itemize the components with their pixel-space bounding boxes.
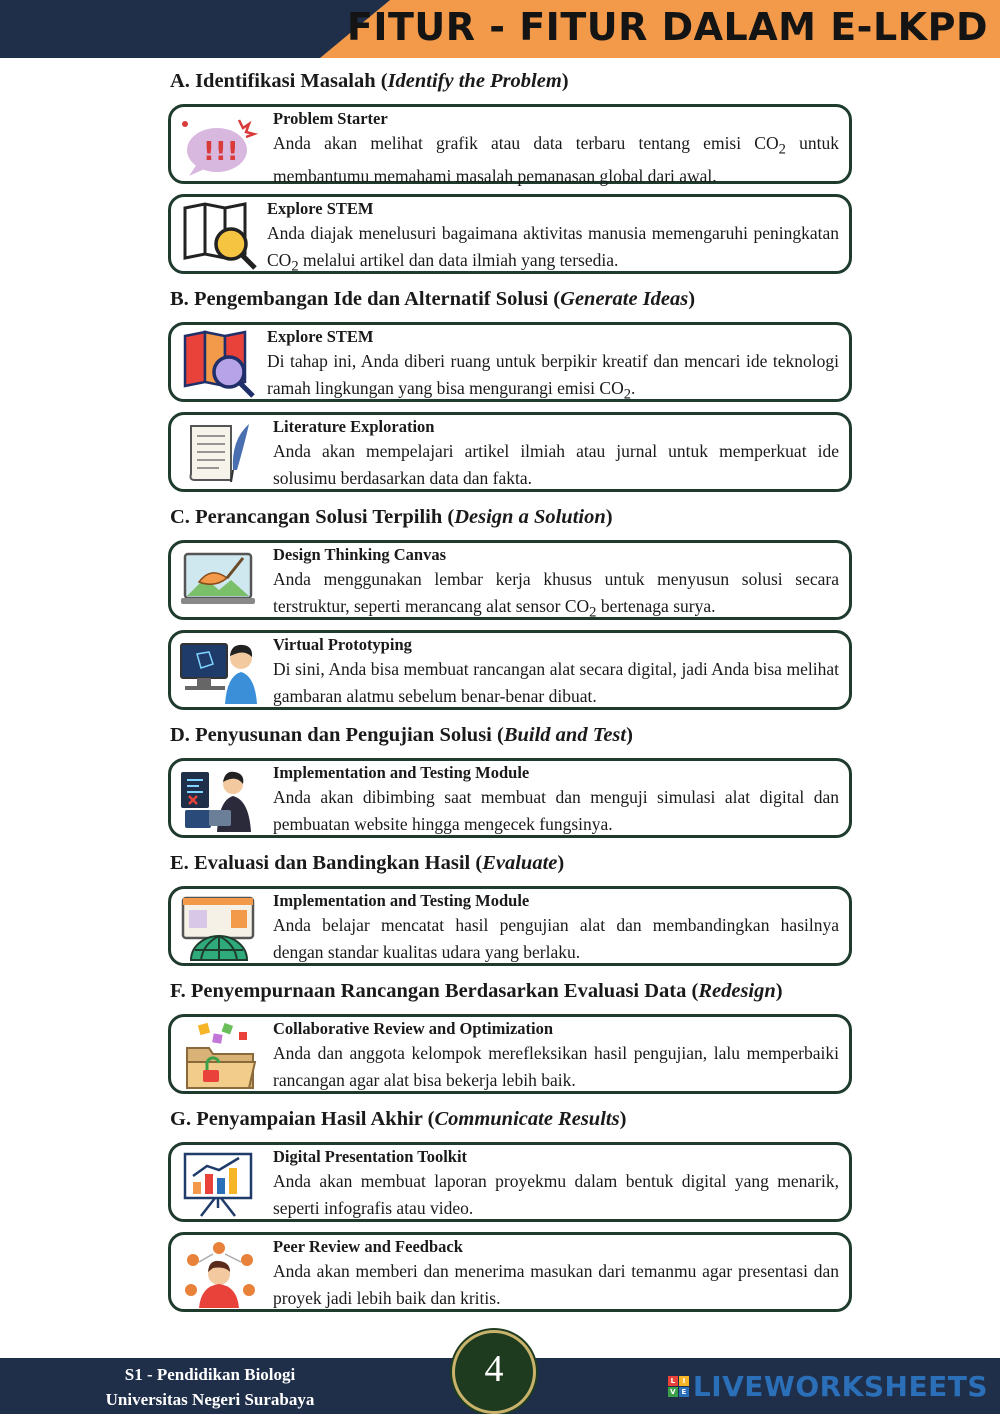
section-title-a xyxy=(170,70,852,96)
feature-card xyxy=(168,412,852,492)
feature-card-text xyxy=(267,327,839,408)
feature-card-body: Anda akan membuat laporan proyekmu dalam bentuk digital yang menarik, seperti infografis atau video. xyxy=(273,1171,839,1218)
section-letter: G. xyxy=(170,1108,197,1130)
section-name-english: Identify the Problem xyxy=(387,70,562,92)
feature-card-text xyxy=(273,635,839,709)
footer-institution xyxy=(90,1362,330,1412)
feature-card-title: Implementation and Testing Module xyxy=(273,763,530,782)
section-name-english: Communicate Results xyxy=(434,1108,620,1130)
feature-card-title: Literature Exploration xyxy=(273,417,435,436)
feature-card-text xyxy=(273,1147,839,1221)
feature-card xyxy=(168,1232,852,1312)
section-letter: C. xyxy=(170,506,196,528)
page-title: FITUR - FITUR DALAM E-LKPD xyxy=(346,5,988,49)
tester-screens-icon xyxy=(179,766,261,834)
section-name: Penyampaian Hasil Akhir ( xyxy=(196,1108,435,1130)
liveworksheets-logo[interactable] xyxy=(668,1370,988,1403)
feature-card-body: Anda akan dibimbing saat membuat dan menguji simulasi alat digital dan pembuatan website hingga mengecek fungsinya. xyxy=(273,787,839,834)
feature-card-body: Anda akan melihat grafik atau data terbaru tentang emisi $CO_2$ untuk membantumu memahami masalah pemanasan global dari awal. xyxy=(273,133,839,186)
section-title-b xyxy=(170,288,852,314)
section-title-g xyxy=(170,1108,852,1134)
scroll-quill-icon xyxy=(179,420,261,488)
feature-card-body: Anda akan memberi dan menerima masukan dari temanmu agar presentasi dan proyek jadi lebih baik dan kritis. xyxy=(273,1261,839,1308)
feature-card-title: Explore STEM xyxy=(267,327,374,346)
person-computer-icon xyxy=(179,638,261,706)
feature-card-body: Di sini, Anda bisa membuat rancangan alat secara digital, jadi Anda bisa melihat gambaran alatmu sebelum benar-benar dibuat. xyxy=(273,659,839,706)
feature-card-body: Anda belajar mencatat hasil pengujian alat dan membandingkan hasilnya dengan standar kualitas udara yang berlaku. xyxy=(273,915,839,962)
map-magnifier-icon xyxy=(179,202,261,270)
laptop-paint-icon xyxy=(179,548,261,616)
section-letter: F. xyxy=(170,980,191,1002)
feature-card-text xyxy=(273,1019,839,1093)
globe-window-icon xyxy=(179,894,261,962)
feature-card-title: Peer Review and Feedback xyxy=(273,1237,463,1256)
feature-card-title: Implementation and Testing Module xyxy=(273,891,530,910)
feature-card-title: Virtual Prototyping xyxy=(273,635,412,654)
section-title-f xyxy=(170,980,852,1006)
feature-card-text xyxy=(273,545,839,626)
section-name-english: Generate Ideas xyxy=(560,288,689,310)
logo-letter-e: E xyxy=(679,1387,689,1397)
page-number-badge xyxy=(452,1330,536,1414)
section-name: Perancangan Solusi Terpilih ( xyxy=(195,506,455,528)
section-name: Penyempurnaan Rancangan Berdasarkan Evaluasi Data ( xyxy=(190,980,699,1002)
presentation-board-icon xyxy=(179,1150,261,1218)
section-name-english: Redesign xyxy=(698,980,776,1002)
people-feedback-icon xyxy=(179,1240,261,1308)
feature-card xyxy=(168,886,852,966)
section-close: ) xyxy=(561,70,569,92)
logo-text: LIVEWORKSHEETS xyxy=(692,1370,988,1403)
feature-card-body: Anda menggunakan lembar kerja khusus untuk menyusun solusi secara terstruktur, seperti merancang alat sensor $CO_2$ bertenaga surya. xyxy=(273,569,839,620)
feature-card xyxy=(168,630,852,710)
feature-card-body: Di tahap ini, Anda diberi ruang untuk berpikir kreatif dan mencari ide teknologi ramah lingkungan yang bisa mengurangi emisi $CO_2$. xyxy=(267,351,839,402)
feature-card-title: Design Thinking Canvas xyxy=(273,545,447,564)
feature-card-title: Explore STEM xyxy=(267,199,374,218)
section-close: ) xyxy=(688,288,696,310)
feature-card xyxy=(168,104,852,184)
section-title-c xyxy=(170,506,852,532)
page-number: 4 xyxy=(484,1348,504,1390)
feature-card-body: Anda akan mempelajari artikel ilmiah atau jurnal untuk memperkuat ide solusimu berdasarkan data dan fakta. xyxy=(273,441,839,488)
section-letter: A. xyxy=(170,70,196,92)
page-header xyxy=(0,0,1000,58)
logo-letter-l: L xyxy=(668,1376,678,1386)
footer-university: Universitas Negeri Surabaya xyxy=(105,1390,315,1409)
folder-unlock-icon xyxy=(179,1022,261,1090)
section-close: ) xyxy=(557,852,565,874)
feature-card-body: Anda diajak menelusuri bagaimana aktivitas manusia memengaruhi peningkatan $CO_2$ melalui artikel dan data ilmiah yang tersedia. xyxy=(267,223,839,274)
feature-card xyxy=(168,758,852,838)
svg-text:!!!: !!! xyxy=(203,137,239,167)
feature-card xyxy=(168,1014,852,1094)
feature-card-title: Collaborative Review and Optimization xyxy=(273,1019,554,1038)
logo-letter-v: V xyxy=(668,1387,678,1397)
feature-card-text xyxy=(273,109,839,190)
feature-card-text xyxy=(267,199,839,280)
section-close: ) xyxy=(605,506,613,528)
feature-card xyxy=(168,322,852,402)
speech-bubble-alert-icon xyxy=(179,112,261,180)
section-letter: E. xyxy=(170,852,194,874)
feature-card xyxy=(168,194,852,274)
feature-card-text xyxy=(273,417,839,491)
section-name: Evaluasi dan Bandingkan Hasil ( xyxy=(193,852,483,874)
section-title-e xyxy=(170,852,852,878)
section-title-d xyxy=(170,724,852,750)
colored-map-magnifier-icon xyxy=(179,330,261,398)
section-close: ) xyxy=(775,980,783,1002)
feature-card-text xyxy=(273,891,839,965)
section-name: Identifikasi Masalah ( xyxy=(195,70,388,92)
feature-card-text xyxy=(273,763,839,837)
feature-card-title: Problem Starter xyxy=(273,109,388,128)
section-close: ) xyxy=(619,1108,627,1130)
footer-program: S1 - Pendidikan Biologi xyxy=(124,1365,296,1384)
section-name-english: Design a Solution xyxy=(454,506,606,528)
feature-card-title: Digital Presentation Toolkit xyxy=(273,1147,468,1166)
feature-card-text xyxy=(273,1237,839,1311)
section-letter: D. xyxy=(170,724,196,746)
section-close: ) xyxy=(626,724,633,746)
features-content xyxy=(168,70,852,1326)
section-letter: B. xyxy=(170,288,194,310)
feature-card xyxy=(168,1142,852,1222)
section-name-english: Evaluate xyxy=(482,852,558,874)
logo-letter-i: I xyxy=(679,1376,689,1386)
page-footer xyxy=(0,1348,1000,1414)
logo-grid-icon xyxy=(668,1376,689,1397)
feature-card xyxy=(168,540,852,620)
section-name: Pengembangan Ide dan Alternatif Solusi ( xyxy=(193,288,561,310)
section-name-english: Build and Test xyxy=(503,724,627,746)
feature-card-body: Anda dan anggota kelompok merefleksikan hasil pengujian, lalu memperbaiki rancangan agar alat bisa bekerja lebih baik. xyxy=(273,1043,839,1090)
section-name: Penyusunan dan Pengujian Solusi ( xyxy=(195,724,504,746)
